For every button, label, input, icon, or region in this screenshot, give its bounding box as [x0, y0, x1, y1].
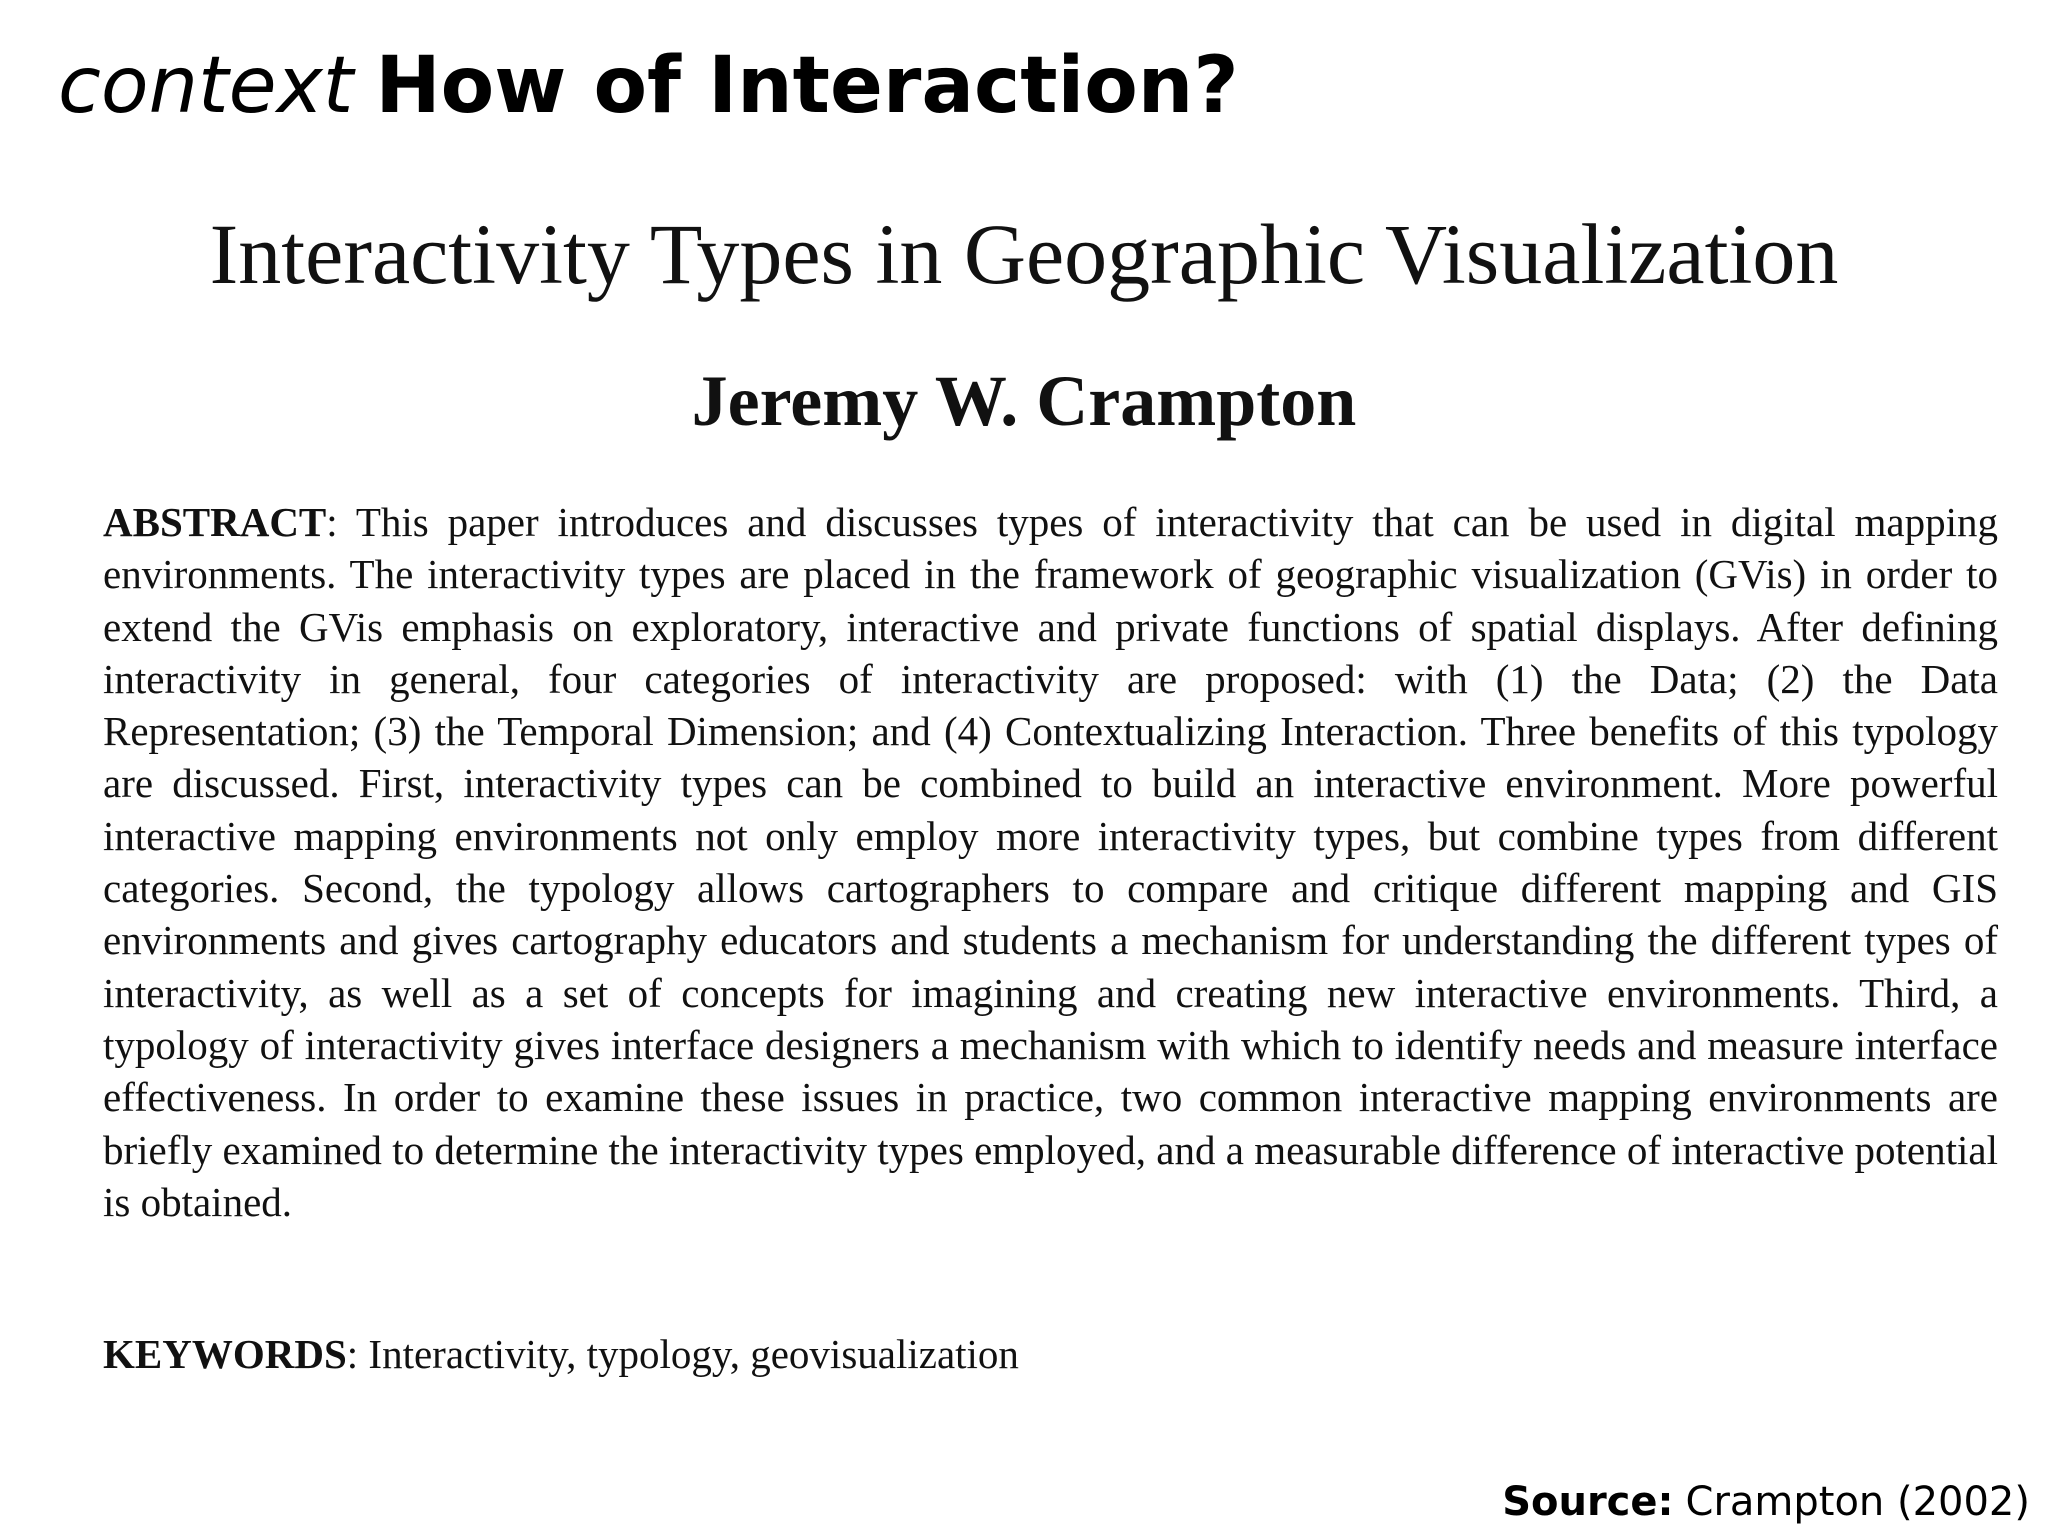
paper-author: Jeremy W. Crampton	[691, 361, 1357, 441]
abstract-label: ABSTRACT	[103, 499, 327, 545]
keywords-label: KEYWORDS	[103, 1331, 347, 1377]
source-label: Source:	[1502, 1479, 1674, 1525]
keywords-paragraph: KEYWORDS: Interactivity, typology, geovisualization	[103, 1331, 1019, 1377]
abstract-text: This paper introduces and discusses types of interactivity that can be used in digital mapping environments. The interactivity types are placed in the framework of geographic visualization (GVis) in order to extend the GVis emphasis on exploratory, interactive and private functions of spatial displays. After defining interactivity in general, four categories of interactivity are proposed: with (1) the Data; (2) the Data Representation; (3) the Temporal Dimension; and (4) Contextualizing Interaction. Three benefits of this typology are discussed. First, interactivity types can be combined to build an interactive environment. More powerful interactive mapping environments not only employ more interactivity types, but combine types from different categories. Second, the typology allows cartographers to compare and critique different mapping and GIS environments and gives cartography educators and students a mechanism for understanding the different types of interactivity, as well as a set of concepts for imagining and creating new interactive environments. Third, a typology of interactivity gives interface designers a mechanism with which to identify needs and measure interface effectiveness. In order to examine these issues in practice, two common interactive mapping environments are briefly examined to determine the interactivity types employed, and a measurable difference of interactive potential is obtained.	[103, 499, 1998, 1225]
abstract-paragraph: ABSTRACT: This paper introduces and discusses types of interactivity that can be used in digital mapping environments. The interactivity types are placed in the framework of geographic visualization (GVis) in order to extend the GVis emphasis on exploratory, interactive and private functions of spatial displays. After defining interactivity in general, four categories of interactivity are proposed: with (1) the Data; (2) the Data Representation; (3) the Temporal Dimension; and (4) Contextualizing Interaction. Three benefits of this typology are discussed. First, interactivity types can be combined to build an interactive environment. More powerful interactive mapping environments not only employ more interactivity types, but combine types from different categories. Second, the typology allows cartographers to compare and critique different mapping and GIS environments and gives cartography educators and students a mechanism for understanding the different types of interactivity, as well as a set of concepts for imagining and creating new interactive environments. Third, a typology of interactivity gives interface designers a mechanism with which to identify needs and measure interface effectiveness. In order to examine these issues in practice, two common interactive mapping environments are briefly examined to determine the interactivity types employed, and a measurable difference of interactive potential is obtained.	[103, 499, 1998, 1225]
slide-header	[58, 40, 1239, 134]
slide-context-word: context	[58, 41, 354, 131]
source-value: Crampton (2002)	[1685, 1479, 2030, 1525]
paper-title: Interactivity Types in Geographic Visualization	[209, 206, 1839, 302]
slide-title: How of Interaction?	[375, 41, 1239, 131]
keywords-text: Interactivity, typology, geovisualization	[368, 1331, 1019, 1377]
source-citation	[1502, 1478, 2030, 1526]
